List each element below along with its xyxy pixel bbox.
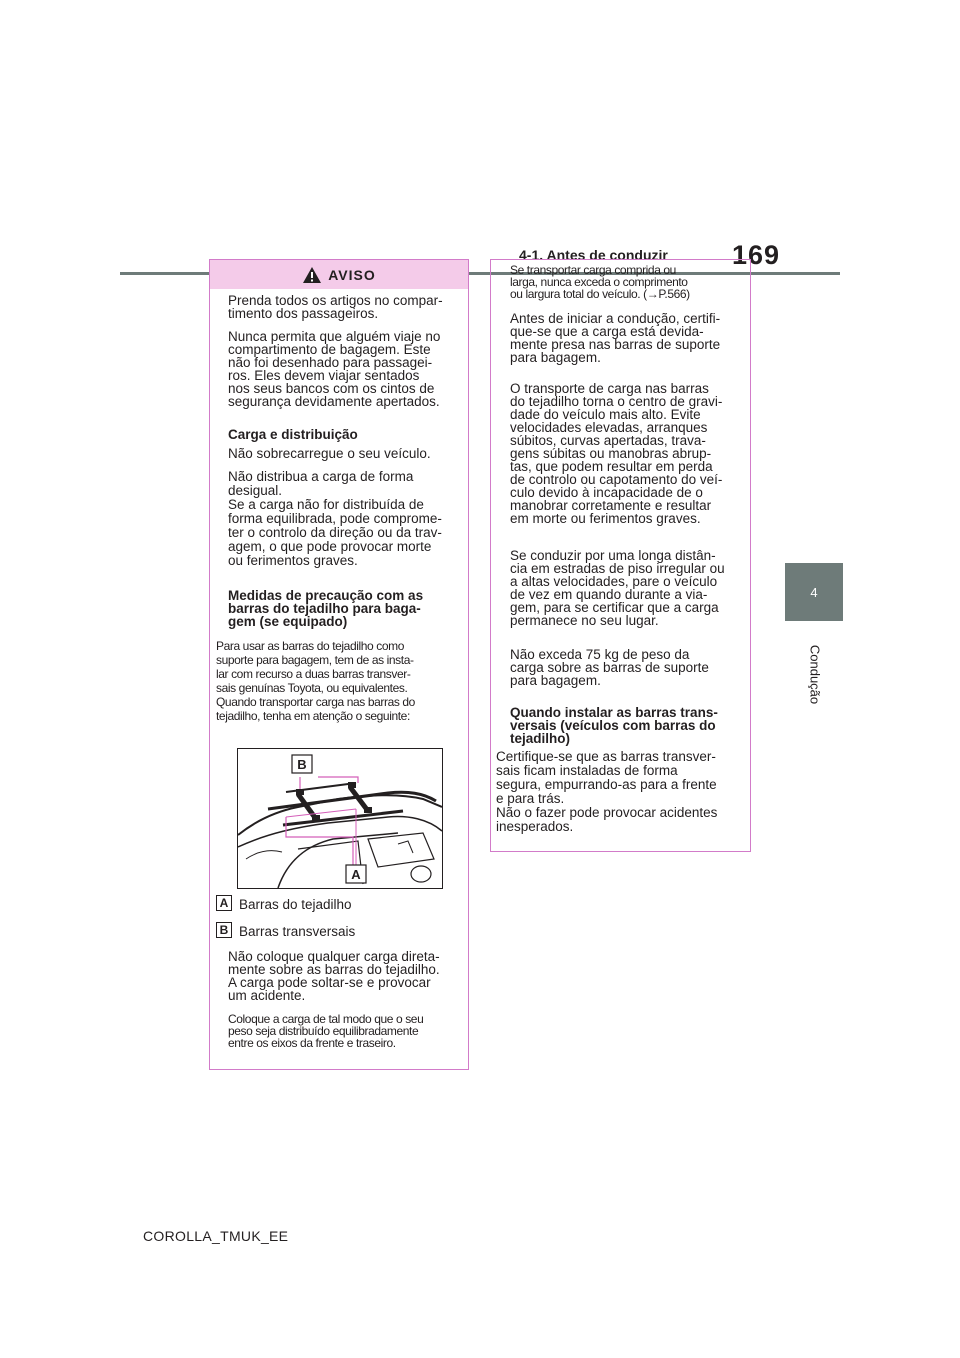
warn-right-p3: O transporte de carga nas barras do tejadilho torna o centro de gravi- dade do veículo mais alto. Evite velocidades elevadas, arranques súbitos, curvas apertadas, trava- gens súbitas ou manobras abrup- tas, que podem resultar em perda de controlo ou capotamento do veí- culo devido à incapacidade de o manobrar corretamente e resultar em morte ou ferimentos graves. <box>510 381 723 526</box>
section-title: 4-1. Antes de conduzir <box>519 247 668 263</box>
warn-right-heading-crossbars: Quando instalar as barras trans- versais (veículos com barras do tejadilho) <box>510 705 718 746</box>
warn-right-p4: Se conduzir por uma longa distân- cia em estradas de piso irregular ou a altas velocidades, pare o veículo de vez em quando durante a via- gem, para se certificar que a carga permanece no seu lugar. <box>510 548 725 628</box>
warn-left-p7: Coloque a carga de tal modo que o seu peso seja distribuído equilibradamente entre os eixos da frente e traseiro. <box>228 1012 424 1050</box>
legend-a-text: Barras do tejadilho <box>239 897 352 912</box>
warn-right-p5: Não exceda 75 kg de peso da carga sobre as barras de suporte para bagagem. <box>510 647 709 688</box>
warn-left-p5: Para usar as barras do tejadilho como suporte para bagagem, tem de as insta- lar com recurso a duas barras transver- sais genuínas Toyota, ou equivalentes. Quando transportar carga nas barras do tejadilho, tenha em atenção o seguinte: <box>216 639 415 723</box>
legend-box-b: B <box>216 922 232 938</box>
page-number: 169 <box>732 240 781 270</box>
warning-box-right <box>490 259 751 852</box>
warning-triangle-icon <box>302 266 322 284</box>
warn-left-p3: Não sobrecarregue o seu veículo. <box>228 446 431 461</box>
warn-left-heading-roof: Medidas de precaução com as barras do tejadilho para baga- gem (se equipado) <box>228 588 424 629</box>
warning-header <box>210 260 468 289</box>
warning-title: AVISO <box>328 266 376 283</box>
warn-right-p1: Se transportar carga comprida ou larga, nunca exceda o comprimento ou largura total do veículo. (→P.566) <box>510 263 690 301</box>
warn-left-p4: Não distribua a carga de forma desigual. Se a carga não for distribuída de forma equilibrada, pode comprome- ter o controlo da direção ou da trav- agem, o que pode provocar morte ou ferimentos graves. <box>228 469 442 568</box>
warn-left-heading-load: Carga e distribuição <box>228 427 358 442</box>
footer-model-code: COROLLA_TMUK_EE <box>143 1228 289 1244</box>
legend-b-text: Barras transversais <box>239 924 356 939</box>
figure-label-b: B <box>297 757 307 772</box>
warn-right-p6: Certifique-se que as barras transver- sais ficam instaladas de forma segura, empurrando-as para a frente e para trás. Não o fazer pode provocar acidentes inesperados. <box>496 749 718 834</box>
warning-box-left <box>209 259 469 1070</box>
warn-left-p2: Nunca permita que alguém viaje no compartimento de bagagem. Este não foi desenhado para passagei- ros. Eles devem viajar sentados nos seus bancos com os cintos de segurança devidamente apertados. <box>228 329 441 409</box>
figure-label-a: A <box>351 867 361 882</box>
chapter-tab: 4 <box>785 563 843 621</box>
legend-box-a: A <box>216 895 232 911</box>
warn-right-p2: Antes de iniciar a condução, certifi- que-se que a carga está devida- mente presa nas barras de suporte para bagagem. <box>510 311 721 365</box>
car-roof-drawing <box>238 749 442 888</box>
warn-left-p1: Prenda todos os artigos no compar- timento dos passageiros. <box>228 293 443 321</box>
roof-rack-illustration <box>237 748 443 889</box>
warn-left-p6: Não coloque qualquer carga direta- mente sobre as barras do tejadilho. A carga pode soltar-se e provocar um acidente. <box>228 949 440 1003</box>
chapter-label: Condução <box>807 644 823 705</box>
